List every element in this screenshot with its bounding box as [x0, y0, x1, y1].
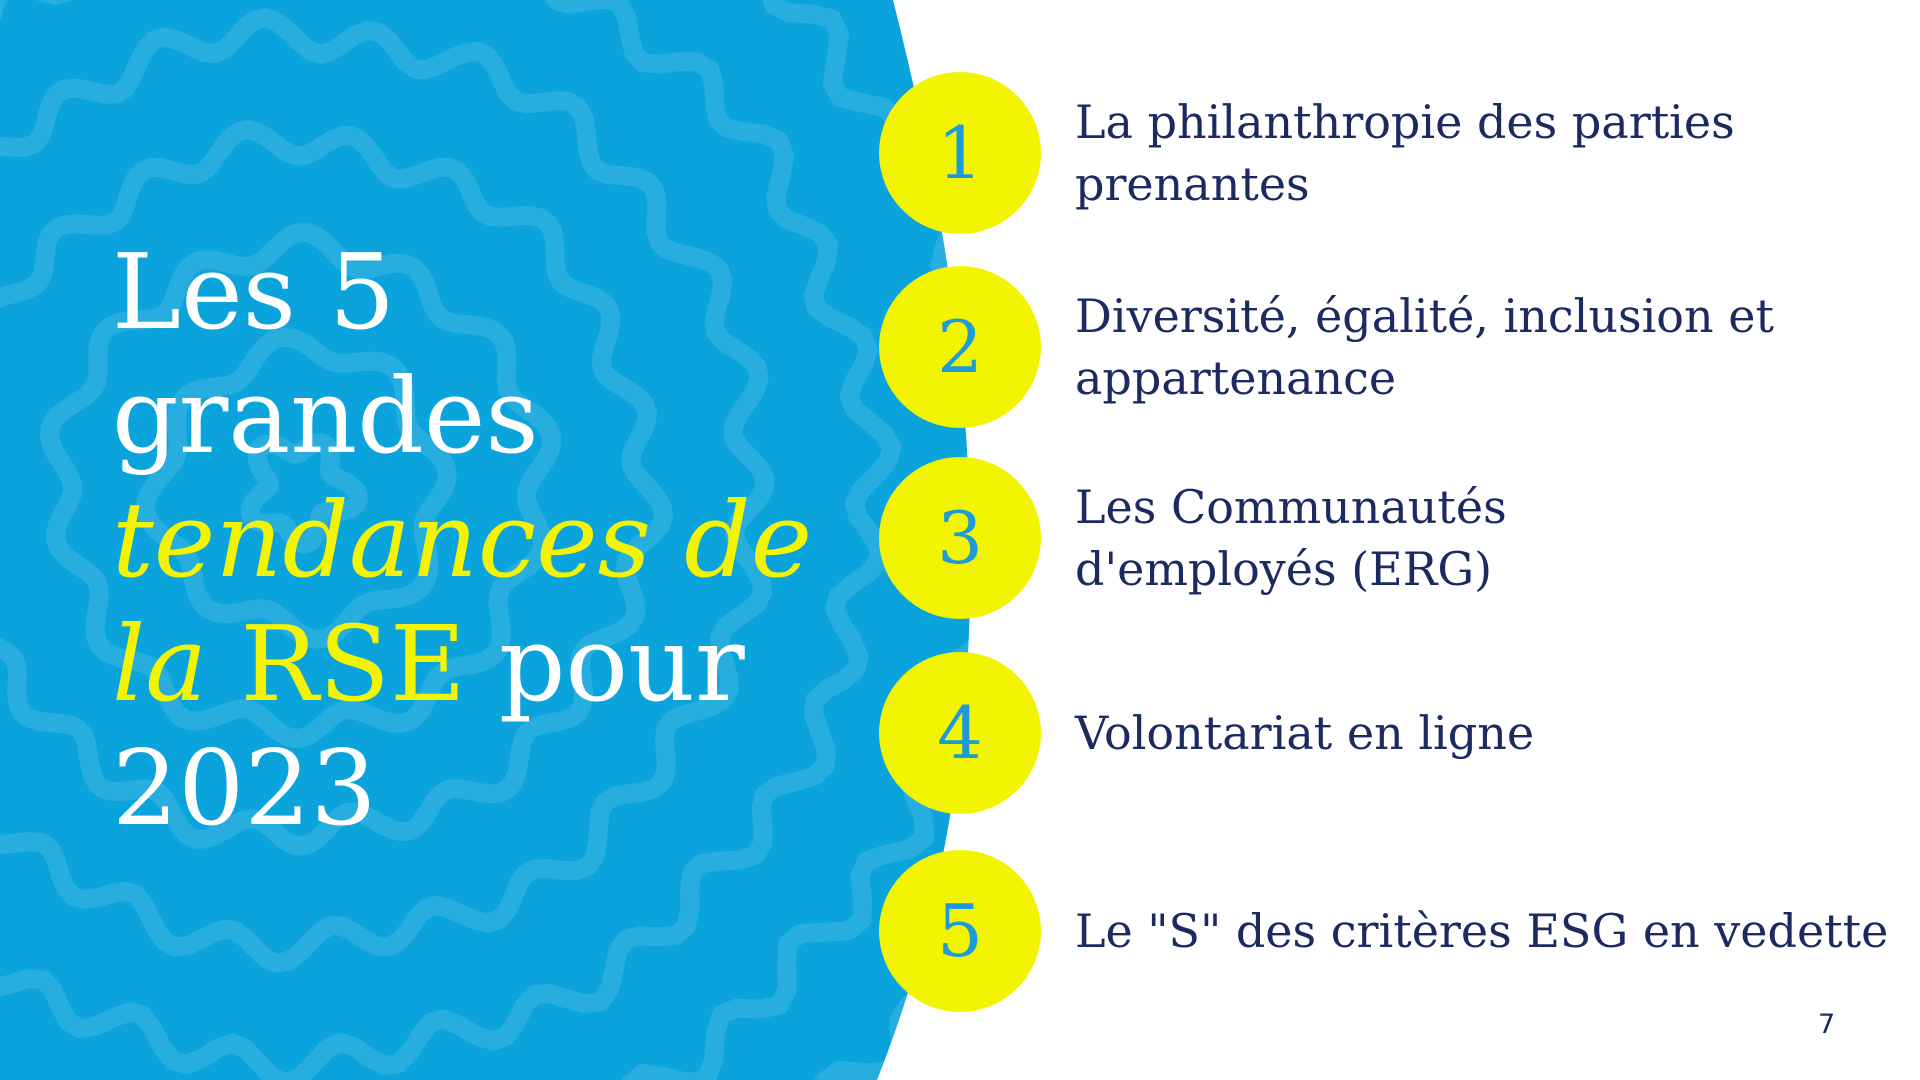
item-number-badge: [879, 266, 1041, 428]
item-label: Le "S" des critères ESG en vedette: [1075, 904, 1889, 958]
item-number: 2: [937, 305, 983, 389]
title-text-white: pour: [465, 603, 745, 725]
title-text-accent-italic: tendances de: [112, 479, 813, 601]
item-number: 5: [937, 889, 983, 973]
title-text-white: Les 5: [112, 231, 396, 353]
title-text-accent: RSE: [240, 603, 466, 725]
list-item-1: [879, 72, 1765, 234]
item-number: 3: [937, 496, 983, 580]
item-label: Les Communautés d'employés (ERG): [1075, 480, 1507, 596]
item-number: 1: [937, 111, 983, 195]
title-text-accent-italic: la: [112, 603, 241, 725]
list-item-2: [879, 266, 1805, 428]
list-item-4: [879, 652, 1534, 814]
item-number-badge: [879, 652, 1041, 814]
item-label: Diversité, égalité, inclusion et appartenance: [1075, 289, 1774, 405]
item-label: Volontariat en ligne: [1075, 706, 1535, 760]
page-number: 7: [1818, 1009, 1836, 1040]
item-number-badge: [879, 72, 1041, 234]
list-item-5: [879, 850, 1888, 1012]
title-text-white: grandes: [112, 355, 539, 477]
item-label: La philanthropie des parties prenantes: [1075, 95, 1735, 211]
item-number-badge: [879, 850, 1041, 1012]
title-text-white: 2023: [112, 727, 377, 849]
item-number-badge: [879, 457, 1041, 619]
item-number: 4: [937, 691, 983, 775]
list-item-3: [879, 457, 1765, 619]
